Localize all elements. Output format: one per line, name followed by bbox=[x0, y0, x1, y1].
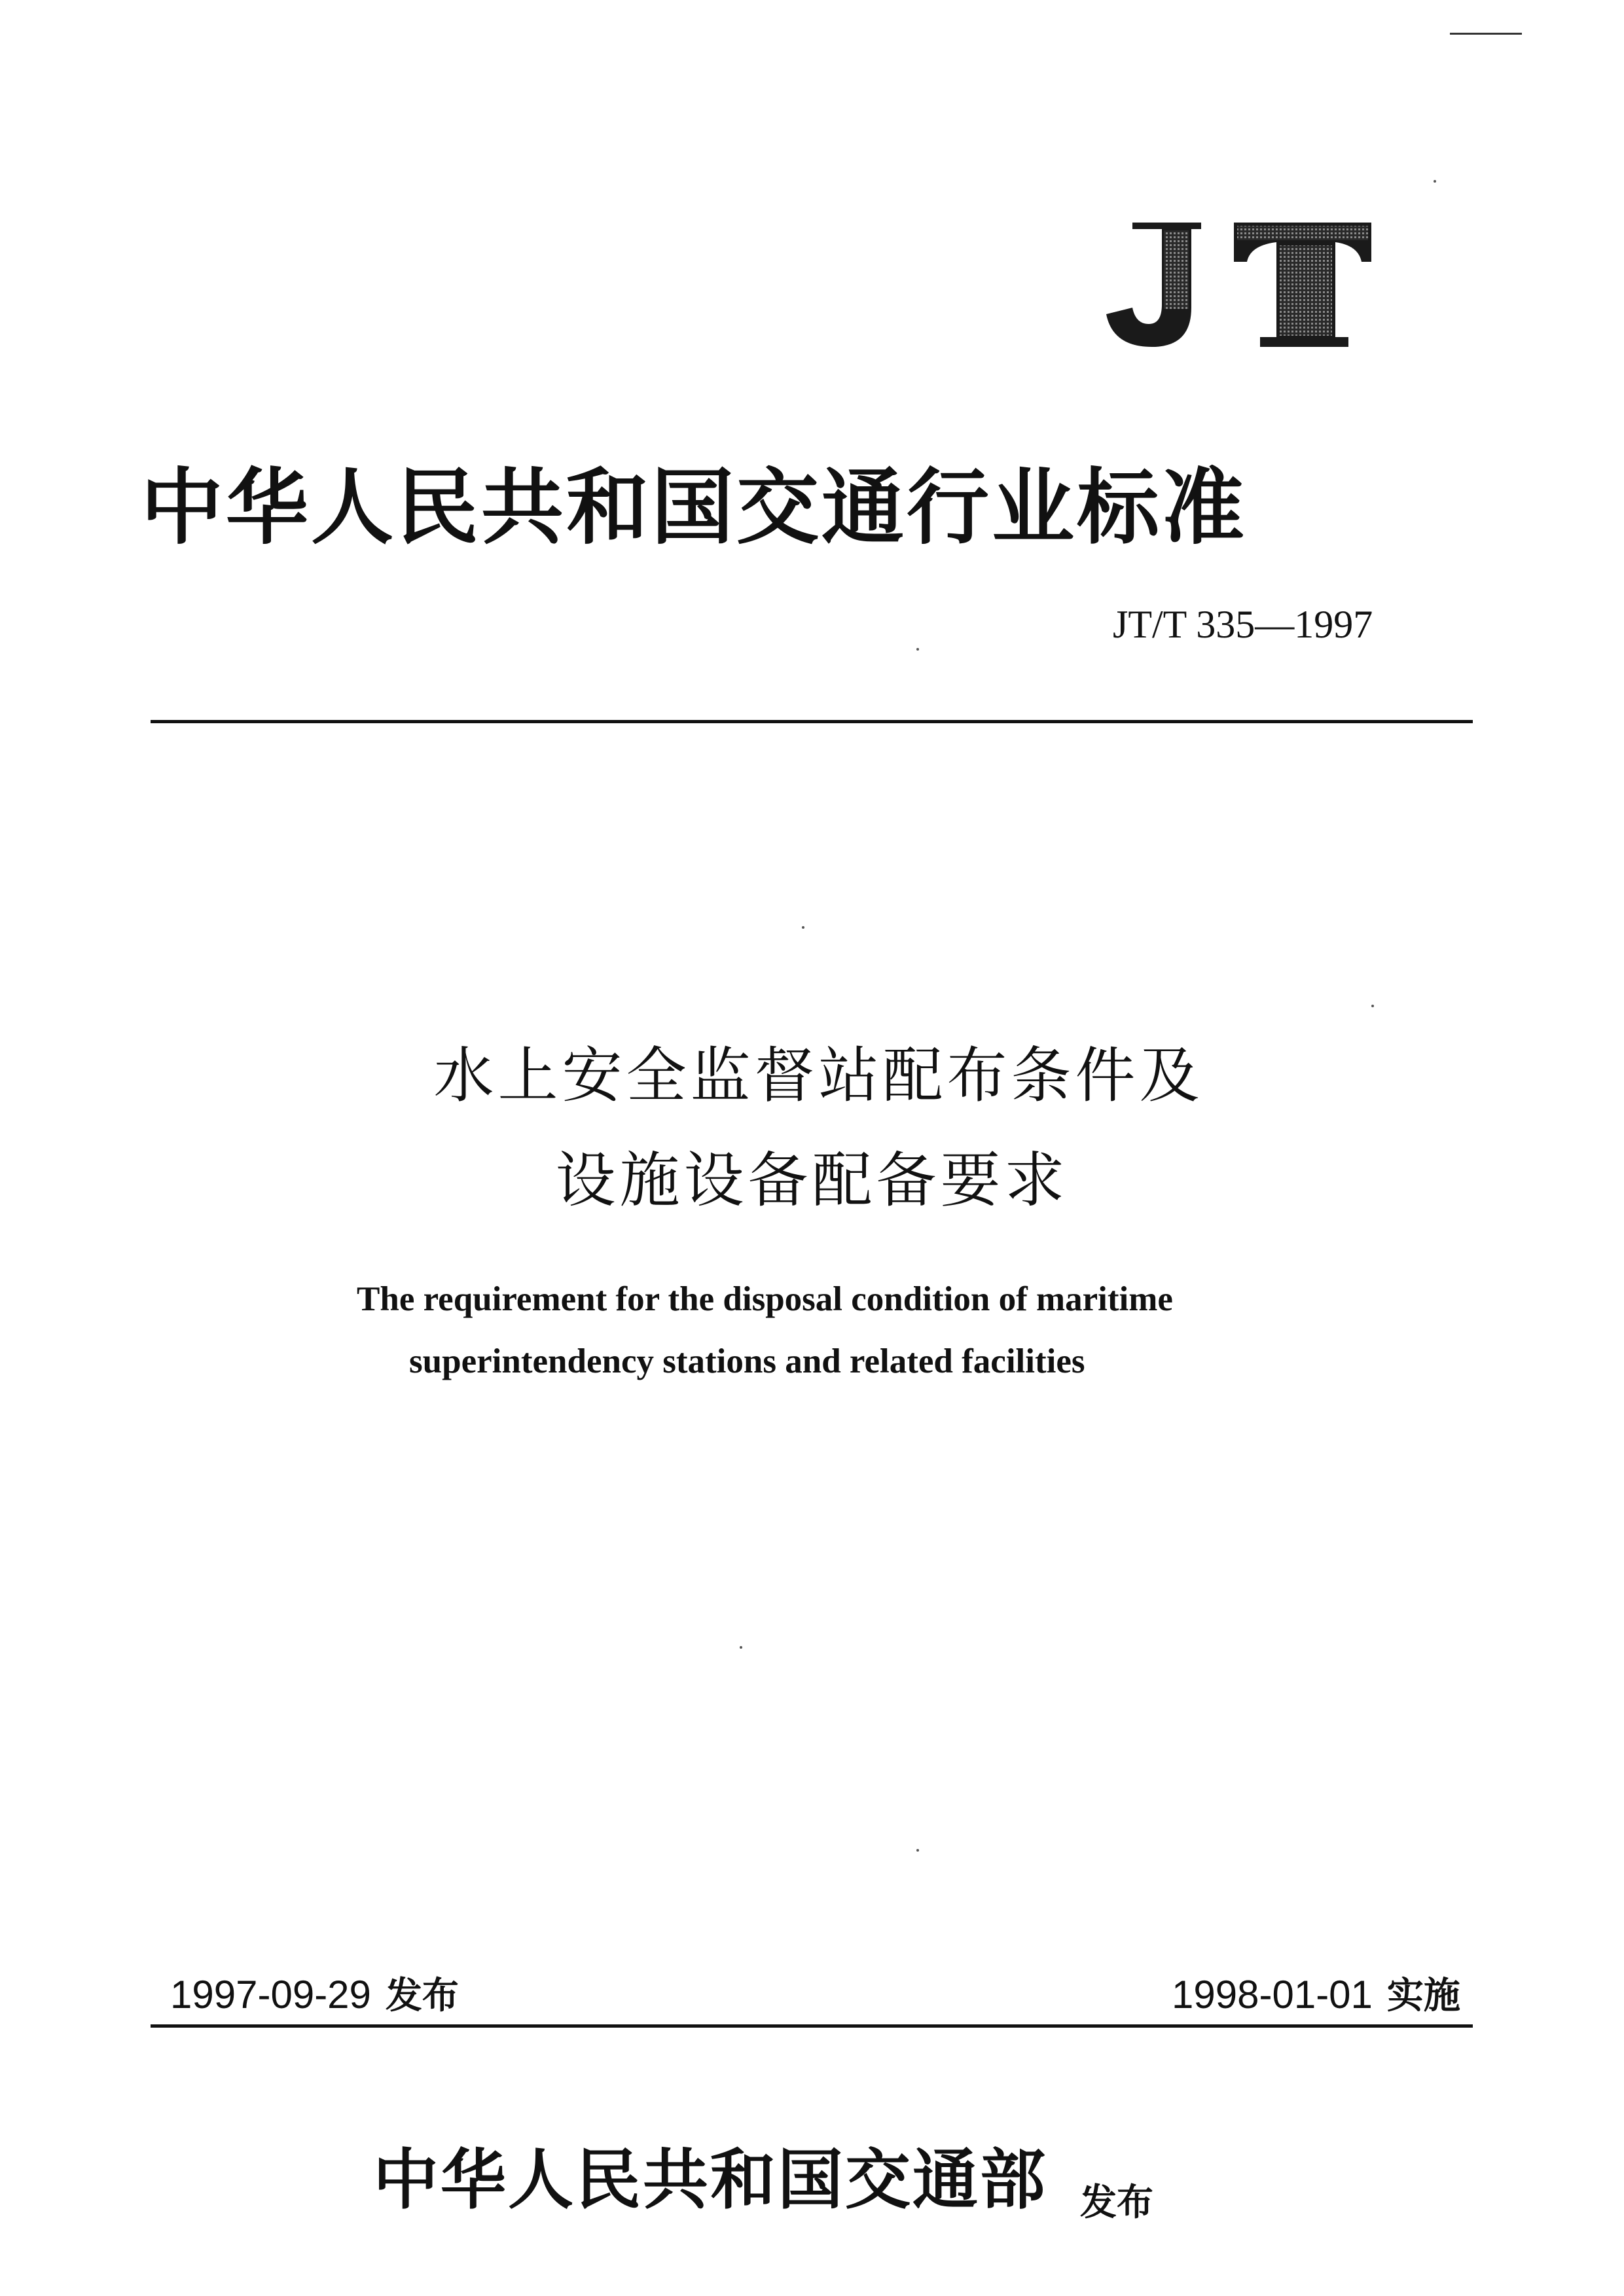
issue-date: 1997-09-29 bbox=[170, 1973, 371, 2017]
scan-speck bbox=[802, 926, 804, 929]
effective-label: 实施 bbox=[1386, 1975, 1460, 2017]
publisher-block bbox=[373, 2127, 1153, 2226]
title-english-line-1: The requirement for the disposal condition of maritime bbox=[357, 1280, 1173, 1318]
scan-speck bbox=[1434, 180, 1436, 183]
issue-date-block bbox=[170, 1967, 459, 2019]
bottom-divider bbox=[151, 2024, 1473, 2028]
title-chinese-line-2: 设施设备配备要求 bbox=[555, 1145, 1069, 1215]
scan-speck bbox=[916, 1849, 919, 1852]
title-english-line-2: superintendency stations and related facilities bbox=[409, 1342, 1085, 1380]
standard-number: JT/T 335—1997 bbox=[1113, 603, 1373, 646]
publisher-name: 中华人民共和国交通部 bbox=[373, 2141, 1047, 2218]
issue-label: 发布 bbox=[385, 1975, 459, 2017]
scan-speck bbox=[916, 648, 919, 651]
title-chinese-line-1: 水上安全监督站配布条件及 bbox=[433, 1041, 1204, 1111]
effective-date-block bbox=[1172, 1967, 1460, 2019]
scan-artifact-line bbox=[1450, 33, 1522, 35]
scan-speck bbox=[740, 1646, 742, 1649]
scan-speck bbox=[1371, 1005, 1374, 1007]
effective-date: 1998-01-01 bbox=[1172, 1973, 1373, 2017]
top-divider bbox=[151, 720, 1473, 723]
standard-category-title: 中华人民共和国交通行业标准 bbox=[141, 459, 1247, 556]
jt-logo bbox=[1087, 216, 1375, 353]
publish-label: 发布 bbox=[1080, 2181, 1153, 2224]
